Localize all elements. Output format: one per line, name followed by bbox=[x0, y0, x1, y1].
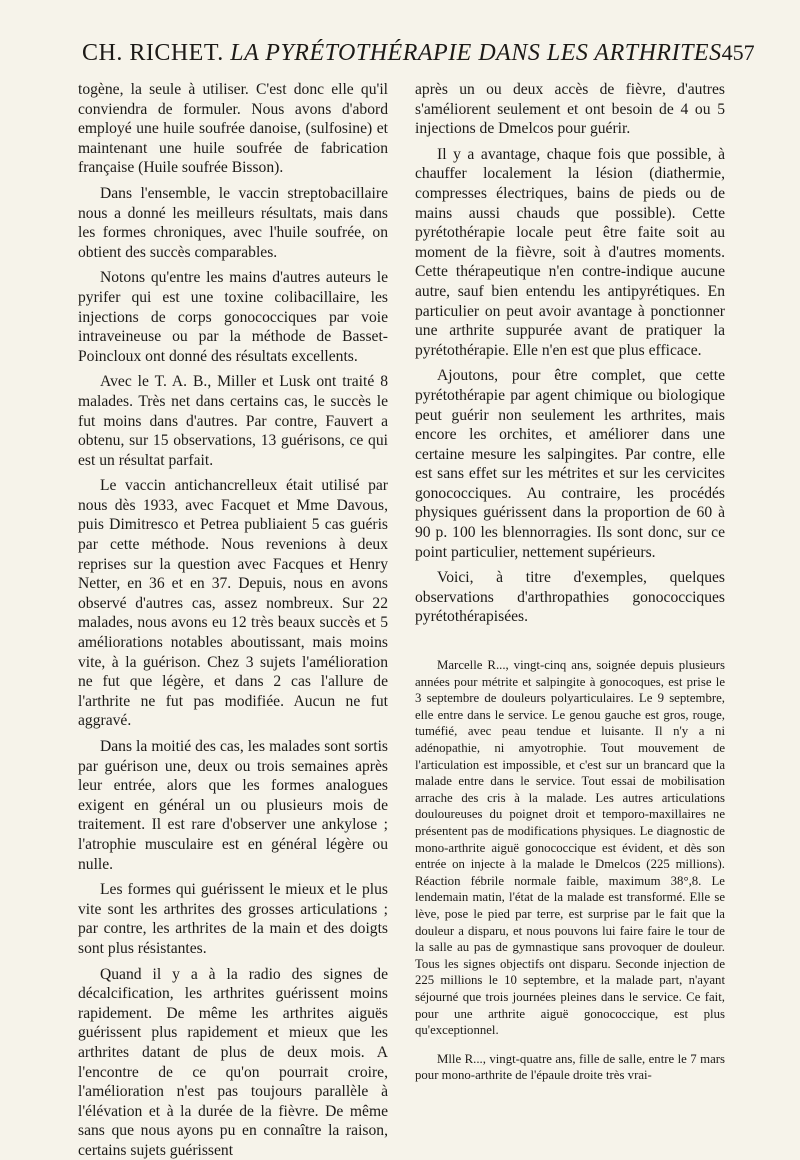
body-paragraph: après un ou deux accès de fièvre, d'autres s'améliorent seulement et ont besoin de 4 ou 5 injections de Dmelcos pour guérir. bbox=[415, 81, 725, 138]
body-paragraph: Avec le T. A. B., Miller et Lusk ont traité 8 malades. Très net dans certains cas, le succès le fut moins dans d'autres. Par contre, Fauvert a obtenu, sur 15 observations, 13 guérisons, ce qui est un résultat parfait. bbox=[78, 373, 388, 469]
body-paragraph: togène, la seule à utiliser. C'est donc elle qu'il conviendra de formuler. Nous avons d'abord employé une huile soufrée danoise, (sulfosine) et maintenant une huile soufrée de fabrication française (Huile soufrée Bisson). bbox=[78, 81, 388, 177]
body-paragraph: Il y a avantage, chaque fois que possible, à chauffer localement la lésion (diathermie, compresses électriques, bains de pieds ou de mains aussi chauds que possible). Cette pyrétothérapie locale peut être faite soit au moment de la fièvre, soit à d'autres moments. Cette thérapeutique n'en contre-indique aucune autre, sauf bien entendu les antipyrétiques. En particulier on peut avoir avantage à ponctionner une arthrite suppurée avant de pratiquer la pyrétothérapie. Elle n'en est que plus efficace. bbox=[415, 145, 725, 359]
header-title: LA PYRÉTOTHÉRAPIE DANS LES ARTHRITES bbox=[230, 40, 722, 66]
body-paragraph: Notons qu'entre les mains d'autres auteurs le pyrifer qui est une toxine colibacillaire, les injections de corps gonococciques par voie intraveineuse ou par la méthode de Basset-Poincloux ont donné des résultats excellents. bbox=[78, 269, 388, 365]
body-paragraph: Les formes qui guérissent le mieux et le plus vite sont les arthrites des grosses articulations ; par contre, les arthrites de la main et des doigts sont plus résistantes. bbox=[78, 881, 388, 957]
case-note: Marcelle R..., vingt-cinq ans, soignée depuis plusieurs années pour métrite et salpingite à gonocoques, est prise le 3 septembre de douleurs polyarticulaires. Le 9 septembre, elle entre dans le service. Le genou gauche est gros, rouge, tuméfié, avec peau tendue et luisante. Il n'y a ni adénopathie, ni amyotrophie. Tout mouvement de l'articulation est impossible, et c'est sur un brancard que la malade entre dans le service. Tout essai de mobilisation arrache des cris à la malade. Les autres articulations douloureuses du poignet droit et temporo-maxillaires ne présentent pas de modifications physiques. Le diagnostic de mono-arthrite aiguë gonococcique est évident, et dès son entrée on injecte à la malade le Dmelcos (225 millions). Réaction fébrile normale faible, maximum 38°,8. Le lendemain matin, l'état de la malade est transformé. Elle se lève, pose le pied par terre, est surprise par le fait que la douleur a disparu, et nous pouvons lui faire faire le tour de la salle au pas de gymnastique sans provoquer de douleur. Tous les signes objectifs ont disparu. Seconde injection de 225 millions le 10 septembre, et la malade part, n'ayant séjourné que trois journées pleines dans le service. Ce fait, pour une arthrite aiguë gonococcique, est plus qu'exceptionnel. bbox=[415, 658, 725, 1038]
case-note: Mlle R..., vingt-quatre ans, fille de salle, entre le 7 mars pour mono-arthrite de l'épaule droite très vrai- bbox=[415, 1051, 725, 1083]
left-column bbox=[78, 80, 388, 1160]
running-header bbox=[82, 40, 755, 74]
body-paragraph: Ajoutons, pour être complet, que cette pyrétothérapie par agent chimique ou biologique peut guérir non seulement les arthrites, mais encore les orchites, et améliorer dans une certaine mesure les salpingites. Par contre, elle est sans effet sur les métrites et sur les cervicites gonococciques. Au contraire, les procédés physiques guérissent dans la proportion de 60 à 90 p. 100 les blennorragies. Ils sont donc, sur ce point particulier, nettement supérieurs. bbox=[415, 367, 725, 561]
header-title-line bbox=[82, 40, 722, 67]
case-notes bbox=[415, 657, 725, 1084]
body-paragraph: Le vaccin antichancrelleux était utilisé par nous dès 1933, avec Facquet et Mme Davous, puis Dimitresco et Petrea publiaient 5 cas guéris par cette méthode. Nous revenions à deux reprises sur la question avec Facques et Henry Netter, en 36 et en 37. Depuis, nous en avons observé d'autres cas, assez nombreux. Sur 22 malades, nous avons eu 12 très beaux succès et 5 améliorations notables aboutissant, mais moins vite, à la guérison. Chez 3 sujets l'amélioration ne fut que légère, et dans 2 cas l'allure de l'arthrite ne fut pas modifiée. Aucun ne fut aggravé. bbox=[78, 477, 388, 730]
page-number: 457 bbox=[721, 40, 755, 65]
right-column bbox=[415, 80, 725, 1084]
body-paragraph: Voici, à titre d'exemples, quelques observations d'arthropathies gonococciques pyrétothérapisées. bbox=[415, 569, 725, 626]
body-paragraph: Dans la moitié des cas, les malades sont sortis par guérison une, deux ou trois semaines après leur entrée, alors que les formes analogues exigent en général un ou plusieurs mois de traitement. Il est rare d'observer une ankylose ; l'atrophie musculaire est en général légère ou nulle. bbox=[78, 738, 388, 873]
body-paragraph: Dans l'ensemble, le vaccin streptobacillaire nous a donné les meilleurs résultats, mais dans les formes chroniques, avec l'huile soufrée, on obtient des succès comparables. bbox=[78, 184, 388, 261]
header-author: CH. RICHET. bbox=[82, 40, 224, 66]
body-paragraph: Quand il y a à la radio des signes de décalcification, les arthrites guérissent moins rapidement. De même les arthrites aiguës guérissent plus rapidement et mieux que les arthrites datant de plus de deux mois. A l'encontre de ce qu'on pourrait croire, l'amélioration n'est pas toujours parallèle à l'élévation et à la durée de la fièvre. De même sans que nous ayons pu en connaître la raison, certains sujets guérissent bbox=[78, 965, 388, 1159]
